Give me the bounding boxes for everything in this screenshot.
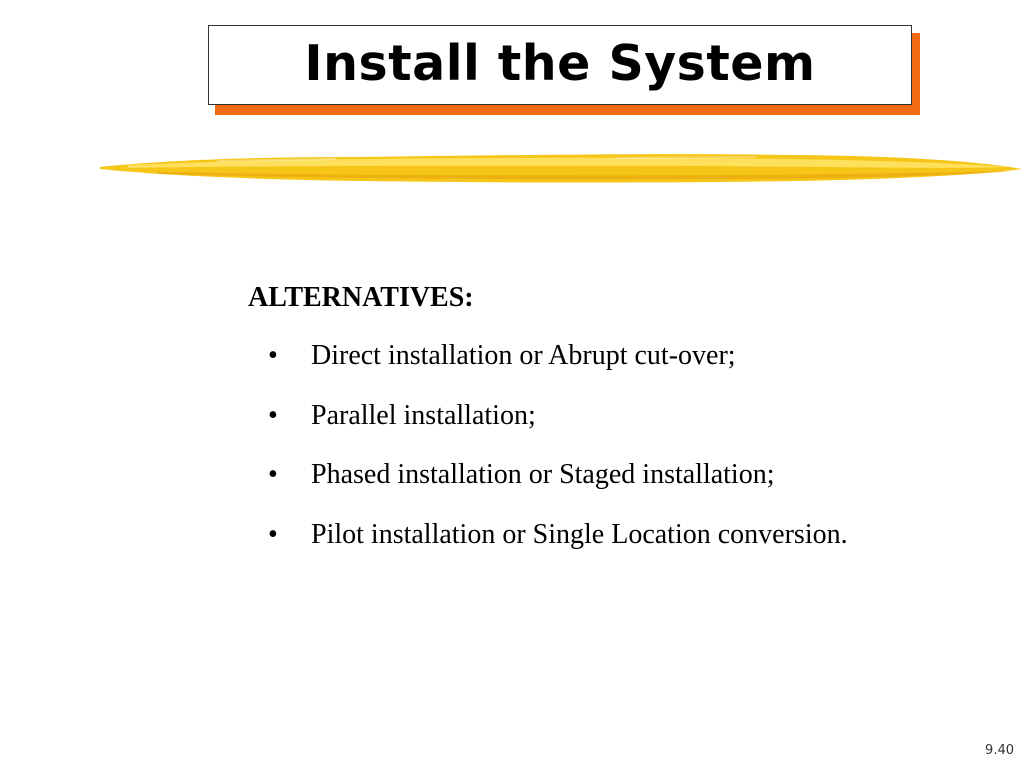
bullet-text: Direct installation or Abrupt cut-over; bbox=[311, 340, 736, 371]
bullet-text: Pilot installation or Single Location conversion. bbox=[311, 518, 848, 550]
list-item bbox=[248, 398, 536, 458]
title-box bbox=[208, 25, 912, 105]
bullet-text: Parallel installation; bbox=[311, 399, 536, 431]
list-item bbox=[248, 457, 775, 517]
list-item bbox=[248, 517, 848, 577]
yellow-brush-stroke bbox=[98, 145, 1024, 190]
bullet-text: Phased installation or Staged installation; bbox=[311, 459, 775, 490]
content-block bbox=[248, 280, 848, 576]
bullet-icon: • bbox=[268, 340, 278, 371]
slide-title: Install the System bbox=[304, 34, 816, 92]
bullet-list bbox=[248, 338, 848, 576]
bullet-icon: • bbox=[268, 459, 278, 490]
bullet-icon: • bbox=[268, 518, 278, 550]
page-number: 9.40 bbox=[985, 743, 1014, 758]
list-item bbox=[248, 338, 736, 398]
alternatives-heading: ALTERNATIVES: bbox=[248, 282, 474, 313]
bullet-icon: • bbox=[268, 399, 278, 431]
